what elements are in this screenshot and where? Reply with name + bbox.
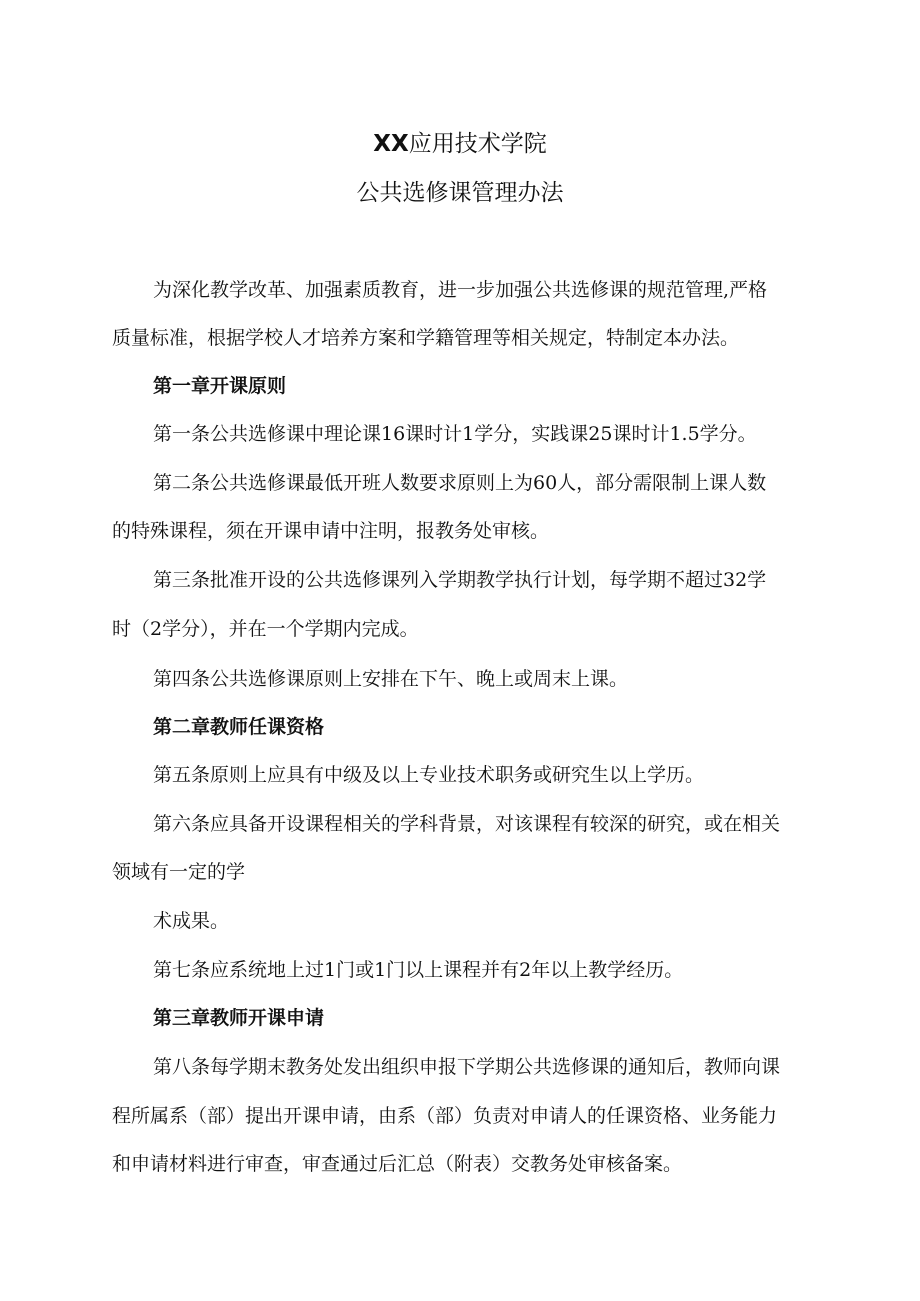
article-7: 第七条应系统地上过1门或1门以上课程并有2年以上教学经历。 (153, 959, 684, 981)
article-3-line-1: 第三条批准开设的公共选修课列入学期教学执行计划，每学期不超过32学 (153, 569, 767, 591)
title-rest: 应用技术学院 (408, 131, 547, 157)
chapter-1-heading: 第一章开课原则 (153, 375, 287, 397)
article-6-line-2: 领域有一定的学 (112, 861, 246, 883)
article-2-line-1: 第二条公共选修课最低开班人数要求原则上为60人，部分需限制上课人数 (153, 472, 767, 494)
document-title (0, 128, 920, 160)
chapter-3-heading: 第三章教师开课申请 (153, 1007, 325, 1029)
intro-line-1: 为深化教学改革、加强素质教育，进一步加强公共选修课的规范管理,严格 (153, 279, 768, 301)
article-1: 第一条公共选修课中理论课16课时计1学分，实践课25课时计1.5学分。 (153, 423, 757, 445)
intro-line-2: 质量标准，根据学校人才培养方案和学籍管理等相关规定，特制定本办法。 (112, 327, 740, 349)
document-subtitle: 公共选修课管理办法 (356, 180, 564, 206)
article-8-line-2: 程所属系（部）提出开课申请，由系（部）负责对申请人的任课资格、业务能力 (112, 1105, 778, 1127)
article-5: 第五条原则上应具有中级及以上专业技术职务或研究生以上学历。 (153, 764, 705, 786)
chapter-2-heading: 第二章教师任课资格 (153, 716, 325, 738)
article-6-line-3: 术成果。 (153, 910, 230, 932)
article-6-line-1: 第六条应具备开设课程相关的学科背景，对该课程有较深的研究，或在相关 (153, 813, 781, 835)
article-8-line-3: 和申请材料进行审查，审查通过后汇总（附表）交教务处审核备案。 (112, 1153, 683, 1175)
article-4: 第四条公共选修课原则上安排在下午、晚上或周末上课。 (153, 668, 629, 690)
article-3-line-2: 时（2学分），并在一个学期内完成。 (112, 618, 419, 640)
title-prefix: XX (373, 131, 409, 157)
article-8-line-1: 第八条每学期末教务处发出组织申报下学期公共选修课的通知后，教师向课 (153, 1056, 781, 1078)
article-2-line-2: 的特殊课程，须在开课申请中注明，报教务处审核。 (112, 520, 550, 542)
